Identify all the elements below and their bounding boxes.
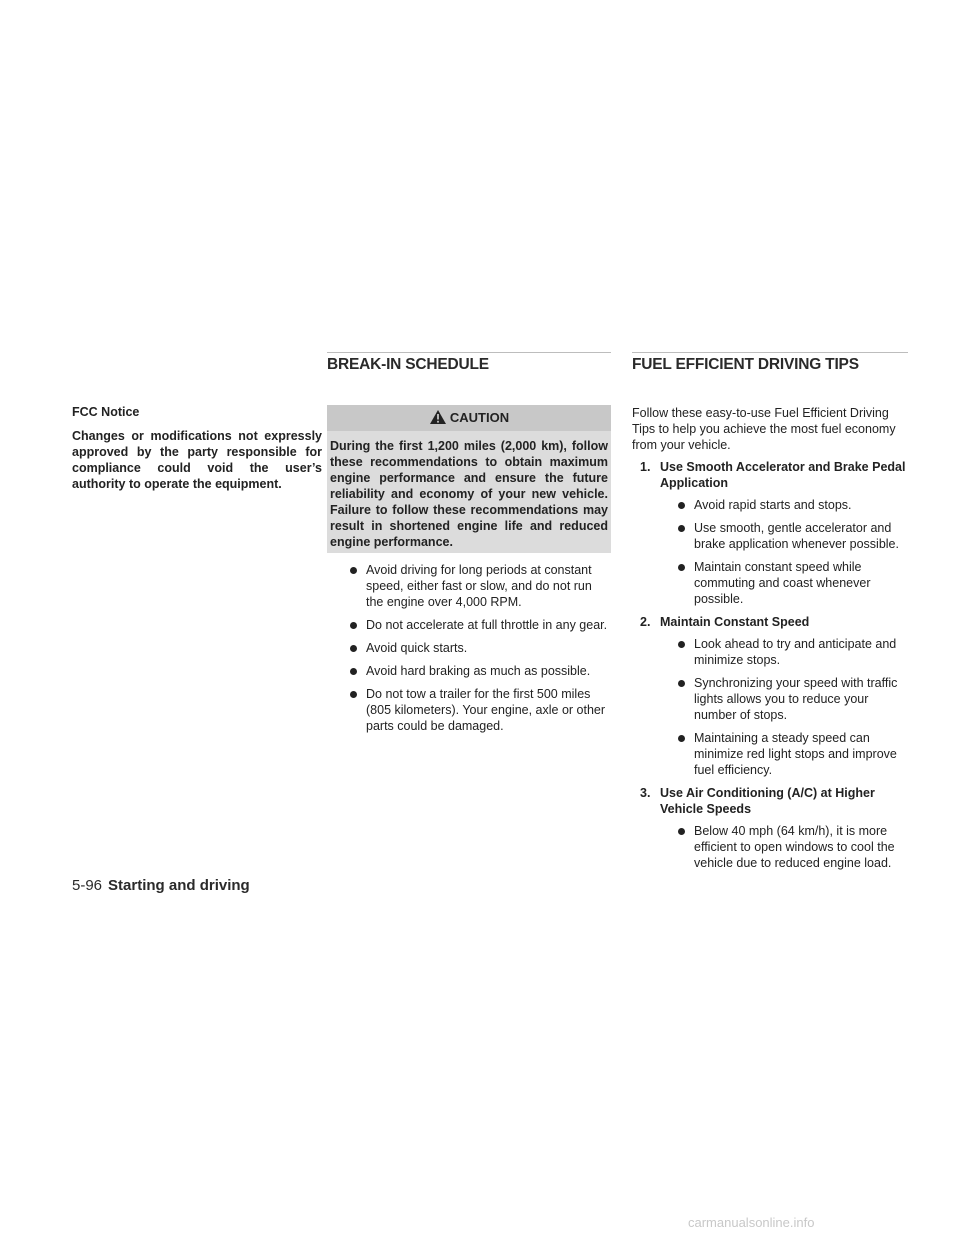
fuel-efficient-tips-heading: FUEL EFFICIENT DRIVING TIPS: [632, 352, 908, 379]
sub-bullet-list: [660, 636, 908, 778]
numbered-item: [632, 614, 908, 778]
sub-bullet-list: [660, 497, 908, 607]
list-item: Use smooth, gentle accelerator and brake application whenever possible.: [672, 520, 908, 552]
list-item: Do not tow a trailer for the first 500 miles (805 kilometers). Your engine, axle or other parts could be damaged.: [344, 686, 611, 734]
caution-label: CAUTION: [449, 410, 510, 425]
list-item: Avoid rapid starts and stops.: [672, 497, 908, 513]
numbered-item: [632, 459, 908, 607]
caution-body: During the first 1,200 miles (2,000 km), follow these recommendations to obtain maximum engine performance and ensure the future reliability and economy of your new vehicle. Failure to follow these recommendations may result in shortened engine life and reduced engine performance.: [330, 439, 608, 549]
fuel-tips-numbered-list: [632, 459, 908, 871]
bullet-icon: [350, 622, 357, 629]
bullet-icon: [678, 680, 685, 687]
fcc-notice-body: Changes or modifications not expressly approved by the party responsible for compliance could void the user’s authority to operate the equipment.: [72, 429, 322, 491]
section-title: Starting and driving: [108, 877, 250, 894]
sub-bullet-list: [660, 823, 908, 871]
bullet-icon: [350, 668, 357, 675]
item-number: 3.: [640, 786, 651, 800]
list-item: Avoid driving for long periods at constant speed, either fast or slow, and do not run the engine over 4,000 RPM.: [344, 562, 611, 610]
caution-header: [327, 405, 611, 431]
bullet-icon: [678, 502, 685, 509]
list-item: Below 40 mph (64 km/h), it is more efficient to open windows to cool the vehicle due to reduced engine load.: [672, 823, 908, 871]
break-in-bullet-list: [327, 562, 611, 734]
list-item: Avoid hard braking as much as possible.: [344, 663, 611, 679]
item-number: 2.: [640, 615, 651, 629]
item-title: Use Smooth Accelerator and Brake Pedal Application: [660, 460, 906, 490]
caution-box: [327, 405, 611, 553]
watermark-text: carmanualsonline.info: [688, 1215, 815, 1230]
bullet-icon: [678, 564, 685, 571]
bullet-icon: [350, 567, 357, 574]
list-item: Avoid quick starts.: [344, 640, 611, 656]
fcc-notice-title: FCC Notice: [72, 405, 140, 419]
list-item: Look ahead to try and anticipate and minimize stops.: [672, 636, 908, 668]
page-footer: [72, 877, 250, 895]
list-item: Synchronizing your speed with traffic lights allows you to reduce your number of stops.: [672, 675, 908, 723]
bullet-icon: [678, 525, 685, 532]
bullet-icon: [678, 735, 685, 742]
bullet-icon: [678, 828, 685, 835]
break-in-schedule-heading: BREAK-IN SCHEDULE: [327, 352, 611, 379]
list-item: Maintain constant speed while commuting and coast whenever possible.: [672, 559, 908, 607]
item-number: 1.: [640, 460, 651, 474]
item-title: Use Air Conditioning (A/C) at Higher Vehicle Speeds: [660, 786, 875, 816]
item-title: Maintain Constant Speed: [660, 615, 810, 629]
break-in-column: [327, 400, 611, 741]
fcc-notice-column: [72, 400, 322, 492]
list-item: Maintaining a steady speed can minimize red light stops and improve fuel efficiency.: [672, 730, 908, 778]
bullet-icon: [678, 641, 685, 648]
list-item: Do not accelerate at full throttle in any gear.: [344, 617, 611, 633]
fuel-tips-column: [632, 400, 908, 878]
numbered-item: [632, 785, 908, 871]
fuel-tips-intro: Follow these easy-to-use Fuel Efficient Driving Tips to help you achieve the most fuel economy from your vehicle.: [632, 406, 896, 452]
bullet-icon: [350, 691, 357, 698]
bullet-icon: [350, 645, 357, 652]
page-number: 5-96: [72, 877, 103, 894]
warning-triangle-icon: [429, 409, 447, 425]
